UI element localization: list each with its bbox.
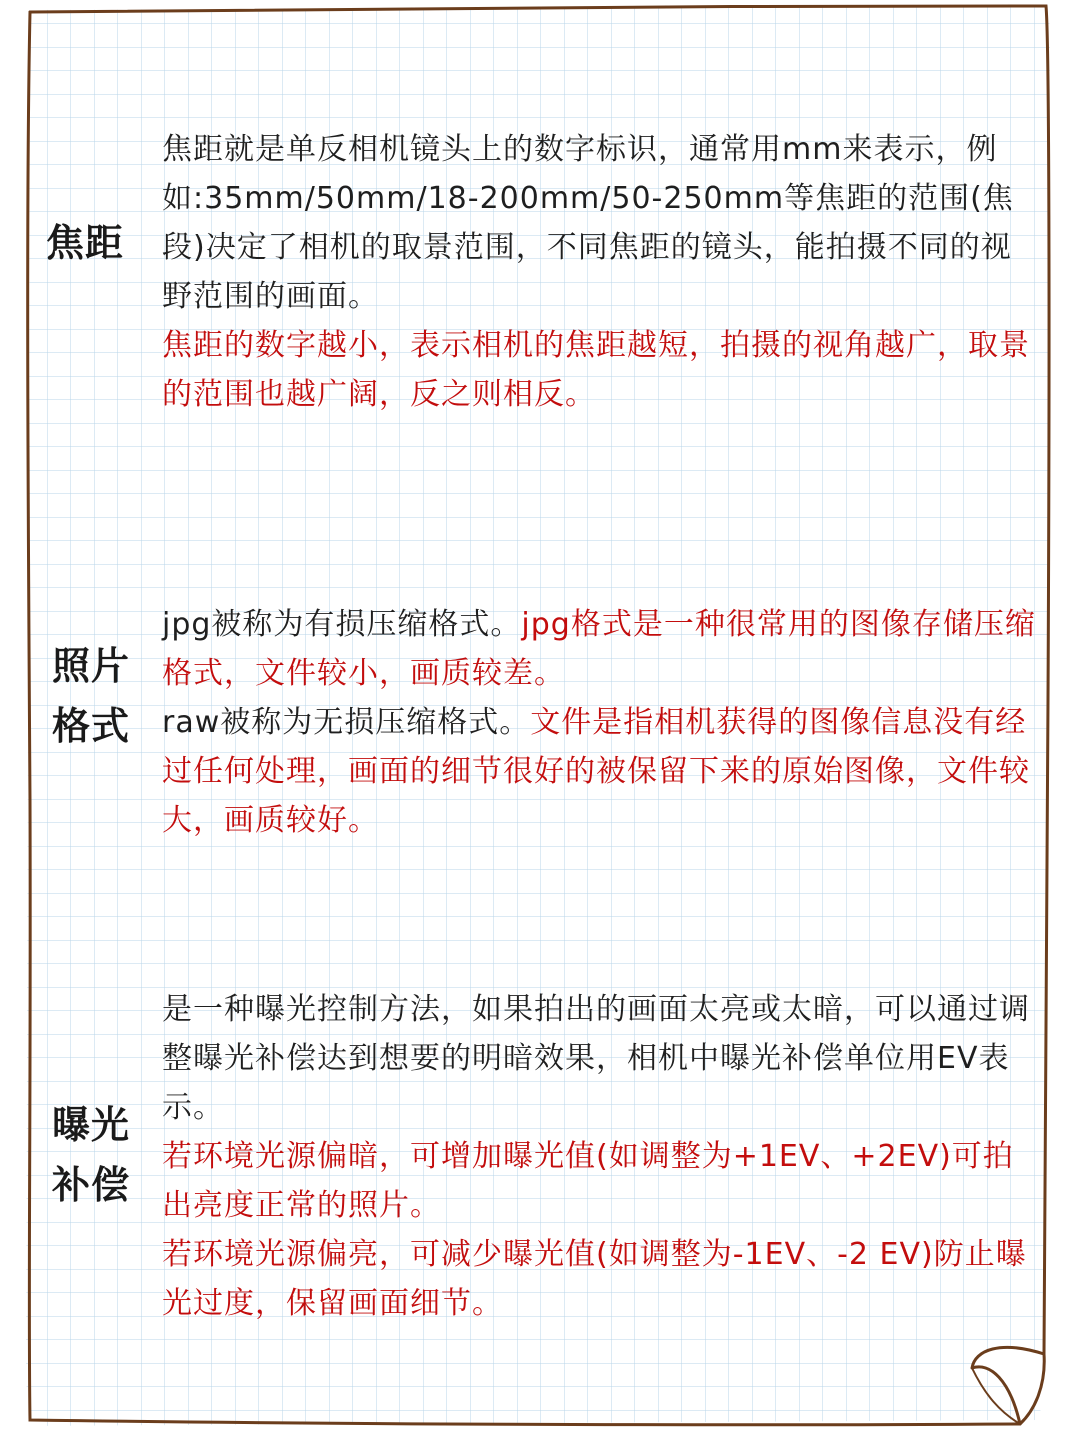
paragraph-highlight: jpg格式是一种很常用的图像存储压缩格式，文件较小，画质较差。 [162,607,1036,691]
paragraph-text: raw被称为无损压缩格式。 [162,705,531,740]
paragraph-text: jpg被称为有损压缩格式。 [162,607,522,642]
paragraph: 焦距就是单反相机镜头上的数字标识，通常用mm来表示，例如:35mm/50mm/18-200mm/50-250mm等焦距的范围(焦段)决定了相机的取景范围，不同焦距的镜头，能拍摄不同的视野范围的画面。 [162,132,1014,314]
section-text [162,600,1037,845]
paragraph [162,600,1037,698]
paragraph: 是一种曝光控制方法，如果拍出的画面太亮或太暗，可以通过调整曝光补偿达到想要的明暗效果，相机中曝光补偿单位用EV表示。 [162,992,1030,1125]
section-label: 照片格式 [52,644,131,748]
section-label: 曝光补偿 [52,1103,131,1207]
section-text [162,125,1037,419]
section-text [162,985,1037,1328]
paragraph-highlight: 若环境光源偏亮，可减少曝光值(如调整为-1EV、-2 EV)防止曝光过度，保留画面细节。 [162,1237,1027,1321]
paragraph-highlight: 文件是指相机获得的图像信息没有经过任何处理，画面的细节很好的被保留下来的原始图像，文件较大，画质较好。 [162,705,1030,838]
paragraph-highlight: 焦距的数字越小，表示相机的焦距越短，拍摄的视角越广，取景的范围也越广阔，反之则相反。 [162,328,1030,412]
paragraph [162,698,1037,845]
paragraph-highlight: 若环境光源偏暗，可增加曝光值(如调整为+1EV、+2EV)可拍出亮度正常的照片。 [162,1139,1014,1223]
section-label: 焦距 [46,221,125,265]
